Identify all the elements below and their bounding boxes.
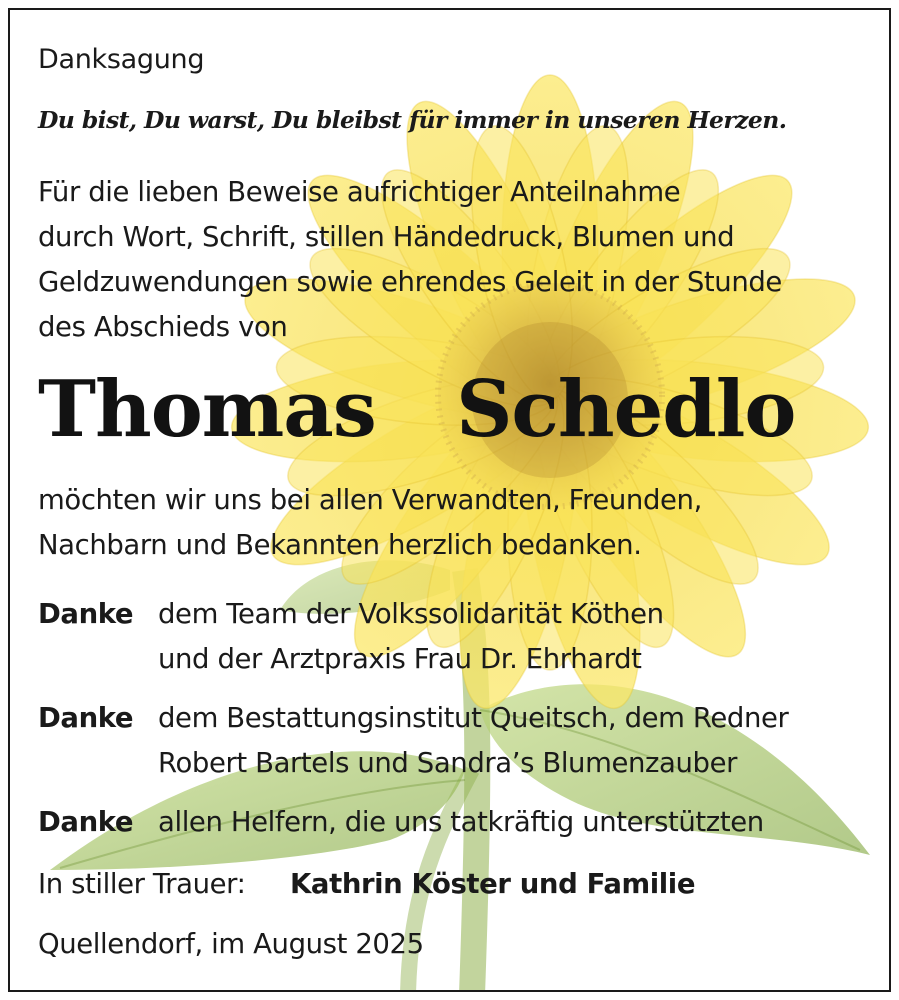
danke-line: und der Arztpraxis Frau Dr. Ehrhardt <box>158 643 642 675</box>
danke-word: Danke <box>38 806 134 838</box>
signature-label: In stiller Trauer: <box>38 868 246 900</box>
obituary-notice <box>8 8 891 992</box>
danke-text <box>158 696 788 786</box>
thanks-paragraph <box>38 478 702 568</box>
notice-motto: Du bist, Du warst, Du bleibst für immer in unseren Herzen. <box>38 106 787 134</box>
thanks-line: Nachbarn und Bekannten herzlich bedanken. <box>38 529 642 561</box>
danke-line: dem Bestattungsinstitut Queitsch, dem Redner <box>158 702 789 734</box>
danke-word: Danke <box>38 598 134 630</box>
danke-line: dem Team der Volkssolidarität Köthen <box>158 598 664 630</box>
signature-name: Kathrin Köster und Familie <box>290 868 696 900</box>
signature-row <box>38 868 695 900</box>
notice-title: Danksagung <box>38 44 205 75</box>
danke-word: Danke <box>38 702 134 734</box>
intro-line: Geldzuwendungen sowie ehrendes Geleit in der Stunde <box>38 266 782 298</box>
danke-text <box>158 800 764 845</box>
intro-line: des Abschieds von <box>38 311 288 343</box>
deceased-name: Thomas Schedlo <box>38 364 796 455</box>
intro-line: durch Wort, Schrift, stillen Händedruck, Blumen und <box>38 221 735 253</box>
danke-line: Robert Bartels und Sandra’s Blumenzauber <box>158 747 738 779</box>
intro-line: Für die lieben Beweise aufrichtiger Anteilnahme <box>38 176 681 208</box>
thanks-line: möchten wir uns bei allen Verwandten, Freunden, <box>38 484 702 516</box>
danke-text <box>158 592 664 682</box>
intro-paragraph <box>38 170 782 350</box>
danke-line: allen Helfern, die uns tatkräftig unterstützten <box>158 806 764 838</box>
place-date: Quellendorf, im August 2025 <box>38 928 424 960</box>
